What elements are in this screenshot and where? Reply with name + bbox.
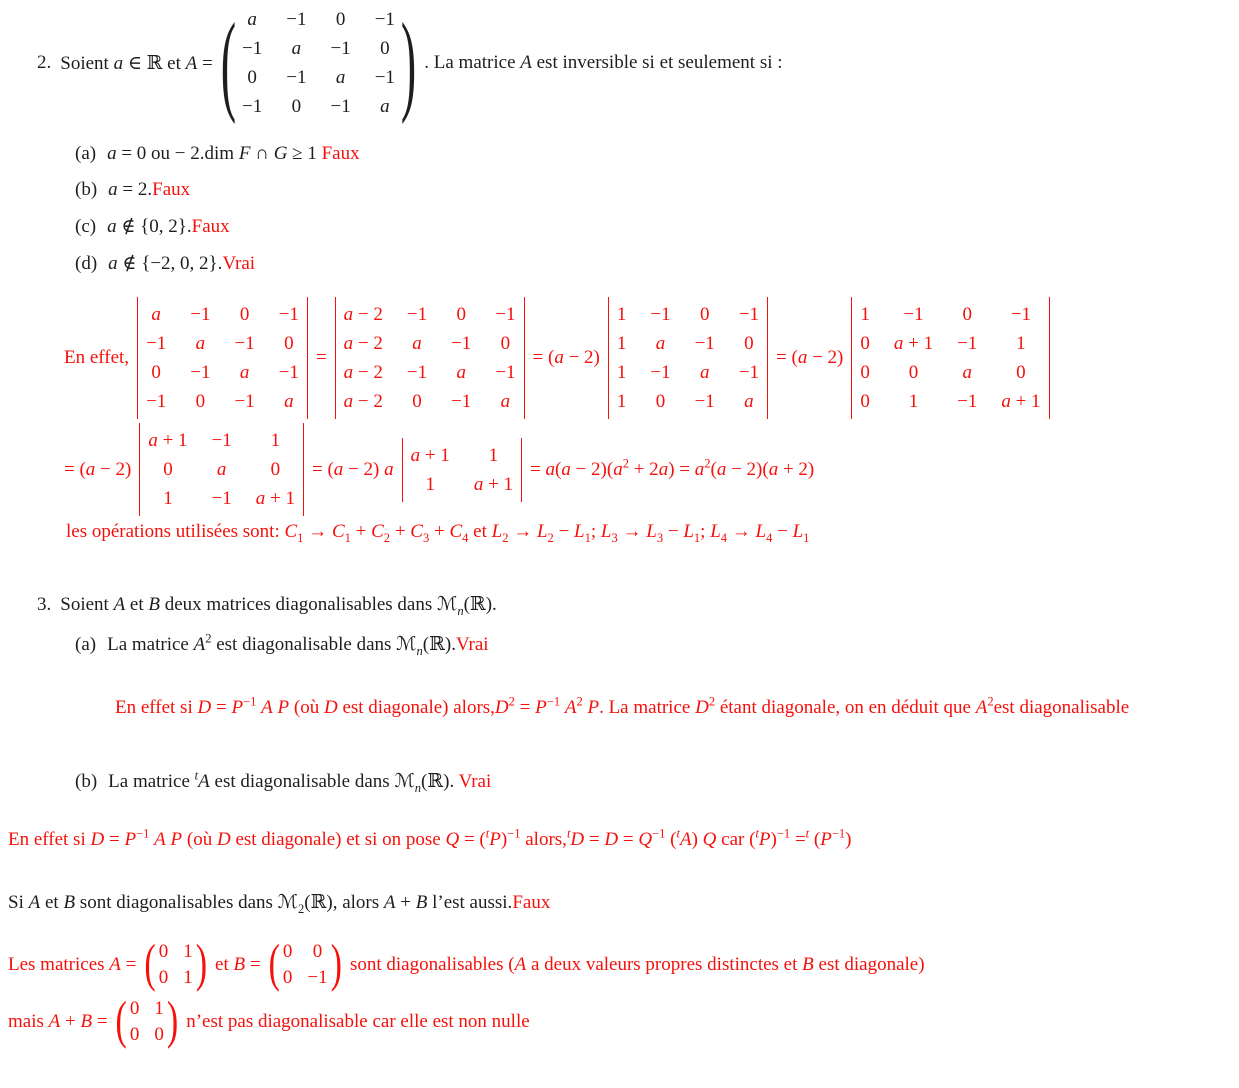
option-a-label: (a): [75, 143, 97, 164]
math-text: n’est pas diagonalisable car elle est non nulle: [186, 1011, 530, 1032]
matrix-cell: 1: [1016, 333, 1026, 354]
matrix-cell: −1: [211, 488, 232, 509]
matrix-cell: −1: [286, 67, 307, 88]
matrix-cell: 0: [270, 459, 281, 480]
matrix-cell: a: [216, 459, 227, 480]
matrix-cell: 1: [183, 967, 193, 988]
matrix-cell: 1: [163, 488, 173, 509]
determinant-matrix: [139, 423, 304, 516]
matrix-cell: −1: [374, 9, 395, 30]
q3-option-a-label: (a): [75, 634, 97, 655]
matrix-cell: 1: [616, 333, 627, 354]
option-a-verdict: Faux: [321, 143, 360, 164]
option-b-text: [108, 179, 190, 201]
matrix-cell: −1: [451, 391, 472, 412]
matrix-cell: −1: [242, 96, 263, 117]
matrix-cell: 0: [284, 333, 294, 354]
matrix-cell: −1: [650, 304, 671, 325]
left-parenthesis: (: [115, 992, 127, 1050]
math-text: En effet,: [64, 347, 130, 368]
matrix-cell: 0: [158, 967, 169, 988]
matrix-cell: a: [195, 333, 206, 354]
matrix-cell: −1: [307, 967, 328, 988]
matrix-cell: 1: [425, 473, 435, 495]
q3-option-b-label: (b): [75, 771, 98, 792]
right-parenthesis: ): [330, 935, 342, 993]
left-parenthesis: (: [220, 0, 237, 125]
option-c-verdict: Faux: [191, 216, 230, 237]
option-c-stem: a ∉ {0, 2}.: [107, 216, 192, 237]
matrix-cell: −1: [190, 304, 211, 325]
matrix-cell: −1: [374, 67, 395, 88]
matrix-cell: −1: [406, 362, 428, 383]
q3a-proof-paragraph: En effet si $D = P^{-1}$ A P (où D est diagonale) $alors,D^2 = P^{-1}$ $A^2$ P. La matrice $D^2$ étant diagonale, on en déduit que $A^2est$ diagonalisable: [115, 694, 1130, 718]
matrix-cell: a: [284, 391, 294, 412]
right-parenthesis: ): [166, 992, 179, 1050]
option-b-row: [75, 179, 1239, 201]
matrix-cell: 0: [282, 967, 293, 988]
math-text: = (a − 2): [776, 347, 844, 368]
matrix-cell: 0: [456, 304, 466, 325]
option-b-verdict: Faux: [152, 179, 191, 200]
question-2-head: [37, 0, 1239, 125]
matrix-cell: 0: [129, 1024, 140, 1045]
matrix-cell: a: [380, 96, 390, 117]
determinant-matrix: [335, 297, 525, 419]
option-c-text: [107, 215, 230, 238]
matrix-cell: 1: [183, 941, 193, 962]
matrix-cell: −1: [738, 362, 760, 383]
math-text: Soient a ∈ ℝ et A =: [60, 52, 213, 74]
matrix-cell: 0: [860, 362, 870, 383]
question-3-number: 3.: [37, 594, 52, 615]
matrix-cell: 1: [488, 444, 499, 466]
matrix-cell: a: [239, 362, 250, 383]
q3-statement-c-verdict: Faux: [512, 892, 551, 913]
paren-matrix: [115, 992, 179, 1050]
matrix-cell: 0: [380, 38, 390, 59]
matrix-cell: a: [247, 9, 257, 30]
paren-matrix: [144, 935, 208, 993]
matrix-cell: 0: [335, 9, 346, 30]
matrix-cell: a: [151, 304, 161, 325]
left-parenthesis: (: [144, 935, 156, 993]
matrix-cell: −1: [495, 304, 516, 325]
q3-option-b-row: [75, 770, 1239, 793]
math-text: mais A + B =: [8, 1011, 108, 1032]
option-a-stem: a = 0 ou − 2.dim F ∩ G ≥ 1: [107, 143, 322, 164]
matrix-cell: 0: [962, 304, 972, 325]
option-a-text: [107, 143, 360, 165]
matrix-cell: a: [500, 391, 511, 412]
q3b-proof-line: En effet si $D = P^{-1}$ A P (où D est diagonale) et si on pose $Q = (^tP)^{-1}$ alors,$^t$D = $D = Q^{-1}$ ($^t$A) Q car $(^tP)^{-1} =^t$ $(P^{-1})$: [8, 826, 852, 850]
q3c-proof-line-1: [8, 935, 925, 993]
matrix-cell: 0: [908, 362, 919, 383]
matrix-cell: a + 1: [473, 473, 514, 495]
matrix-cell: a: [699, 362, 710, 383]
math-text: = $a(a - 2)(a^2 + 2a) = a^2(a - 2)(a + 2)$: [530, 456, 815, 480]
matrix-cell: −1: [694, 391, 715, 412]
matrix-cell: 0: [163, 459, 173, 480]
left-parenthesis: (: [268, 935, 280, 993]
right-parenthesis: ): [400, 0, 417, 125]
math-text: =: [315, 347, 327, 368]
matrix-cell: −1: [146, 333, 167, 354]
matrix-cell: 0: [1016, 362, 1026, 383]
option-c-row: [75, 215, 1239, 238]
matrix-cell: 0: [291, 96, 302, 117]
matrix-cell: 0: [158, 941, 169, 962]
matrix-cell: 0: [195, 391, 206, 412]
math-text: Les matrices A =: [8, 954, 137, 975]
q3-option-b-verdict: Vrai: [458, 771, 492, 792]
question-2-options: [75, 143, 1239, 275]
matrix-cell: 0: [412, 391, 422, 412]
matrix-cell: −1: [738, 304, 760, 325]
matrix-cell: −1: [650, 362, 671, 383]
matrix-cell: 0: [655, 391, 666, 412]
matrix-cell: −1: [451, 333, 472, 354]
matrix-cell: a + 1: [255, 488, 295, 509]
math-text: = (a − 2): [64, 458, 132, 480]
matrix-cell: 0: [500, 333, 511, 354]
matrix-cell: a − 2: [343, 304, 383, 325]
matrix-cell: 1: [908, 391, 919, 412]
q3c-proof-line-2: [8, 992, 530, 1050]
matrix-cell: 0: [744, 333, 754, 354]
q2-operations-note: les opérations utilisées sont: $C_1 \to C_1 + C_2 + C_3 + C_4$ et $L_2 \to L_2 - L_1$; $L_3 \to L_3 - L_1$; $L_4 \to L_4 - L_1$: [66, 521, 810, 545]
q3-option-a-text: [107, 633, 488, 656]
matrix-cell: 0: [860, 391, 870, 412]
determinant-matrix: [402, 438, 522, 502]
option-d-stem: a ∉ {−2, 0, 2}.: [108, 253, 223, 274]
matrix-cell: 1: [270, 430, 281, 451]
q2-determinant-derivation-line-1: [64, 297, 1050, 419]
math-text: et B =: [215, 954, 261, 975]
matrix-cell: −1: [957, 391, 978, 412]
option-d-row: [75, 252, 1239, 275]
paren-matrix: [268, 935, 342, 993]
option-d-label: (d): [75, 253, 98, 274]
matrix-cell: 1: [154, 998, 164, 1019]
matrix-cell: −1: [1010, 304, 1032, 325]
math-text: . La matrice A est inversible si et seulement si :: [424, 52, 783, 73]
question-2-lead: [60, 0, 783, 125]
matrix-cell: −1: [211, 430, 232, 451]
question-3-head: [37, 593, 1239, 616]
determinant-matrix: [137, 297, 308, 419]
matrix-cell: 0: [129, 998, 140, 1019]
matrix-cell: a + 1: [1001, 391, 1041, 412]
matrix-cell: −1: [278, 304, 299, 325]
matrix-cell: −1: [406, 304, 428, 325]
q3-statement-c-stem: Si A et B sont diagonalisables dans ℳ$_2$(ℝ), alors A + B l’est aussi.: [8, 892, 513, 916]
matrix-cell: a: [962, 362, 972, 383]
matrix-cell: −1: [278, 362, 299, 383]
matrix-cell: 0: [154, 1024, 164, 1045]
matrix-cell: −1: [234, 333, 255, 354]
matrix-cell: −1: [330, 38, 351, 59]
matrix-cell: a: [335, 67, 346, 88]
matrix-cell: 0: [151, 362, 161, 383]
q3-option-a-stem: La matrice $A^2$ est diagonalisable dans ℳ$_n$(ℝ).: [107, 631, 456, 658]
question-3-lead: Soient A et B deux matrices diagonalisables dans ℳ$_n$(ℝ).: [60, 594, 497, 618]
matrix-cell: 1: [860, 304, 870, 325]
matrix-cell: a − 2: [343, 362, 383, 383]
math-text: = (a − 2) a: [312, 458, 394, 480]
matrix-cell: 0: [239, 304, 250, 325]
matrix-cell: a − 2: [343, 333, 383, 354]
option-d-verdict: Vrai: [222, 253, 256, 274]
q3-option-a-row: [75, 633, 1239, 656]
q3-option-a-verdict: Vrai: [455, 634, 489, 655]
q3-statement-c: [8, 891, 1239, 914]
q3-option-b-stem: La matrice $^t$A est diagonalisable dans ℳ$_n$(ℝ).: [108, 768, 459, 795]
right-parenthesis: ): [195, 935, 208, 993]
q3-option-b-text: [108, 770, 491, 793]
matrix-cell: −1: [694, 333, 715, 354]
matrix-cell: 0: [699, 304, 710, 325]
math-text: sont diagonalisables (A a deux valeurs propres distinctes et B est diagonale): [349, 954, 925, 975]
matrix-cell: a + 1: [410, 444, 450, 466]
matrix-cell: a + 1: [893, 333, 934, 354]
matrix-cell: a: [412, 333, 422, 354]
determinant-matrix: [851, 297, 1049, 419]
matrix-cell: 1: [616, 304, 627, 325]
option-c-label: (c): [75, 216, 97, 237]
matrix-cell: a: [744, 391, 754, 412]
matrix-cell: −1: [957, 333, 978, 354]
determinant-matrix: [608, 297, 768, 419]
matrix-cell: a − 2: [343, 391, 383, 412]
option-b-stem: a = 2.: [108, 179, 153, 200]
option-a-row: [75, 143, 1239, 165]
matrix-cell: −1: [242, 38, 263, 59]
q2-determinant-derivation-line-2: [64, 423, 814, 516]
matrix-cell: a: [456, 362, 466, 383]
matrix-cell: −1: [190, 362, 211, 383]
option-b-label: (b): [75, 179, 98, 200]
option-d-text: [108, 252, 255, 275]
matrix-cell: 0: [860, 333, 870, 354]
math-text: = (a − 2): [532, 347, 600, 368]
matrix-cell: 0: [282, 941, 293, 962]
matrix-cell: a: [655, 333, 666, 354]
matrix-cell: 1: [616, 391, 627, 412]
paren-matrix: [220, 0, 417, 125]
matrix-cell: −1: [495, 362, 516, 383]
matrix-cell: a: [291, 38, 302, 59]
matrix-cell: −1: [286, 9, 307, 30]
matrix-cell: a + 1: [148, 430, 188, 451]
matrix-cell: −1: [234, 391, 255, 412]
matrix-cell: 1: [616, 362, 627, 383]
matrix-cell: −1: [330, 96, 351, 117]
matrix-cell: 0: [312, 941, 323, 962]
matrix-cell: −1: [903, 304, 924, 325]
matrix-cell: −1: [146, 391, 167, 412]
matrix-cell: 0: [247, 67, 257, 88]
question-2-number: 2.: [37, 52, 52, 73]
